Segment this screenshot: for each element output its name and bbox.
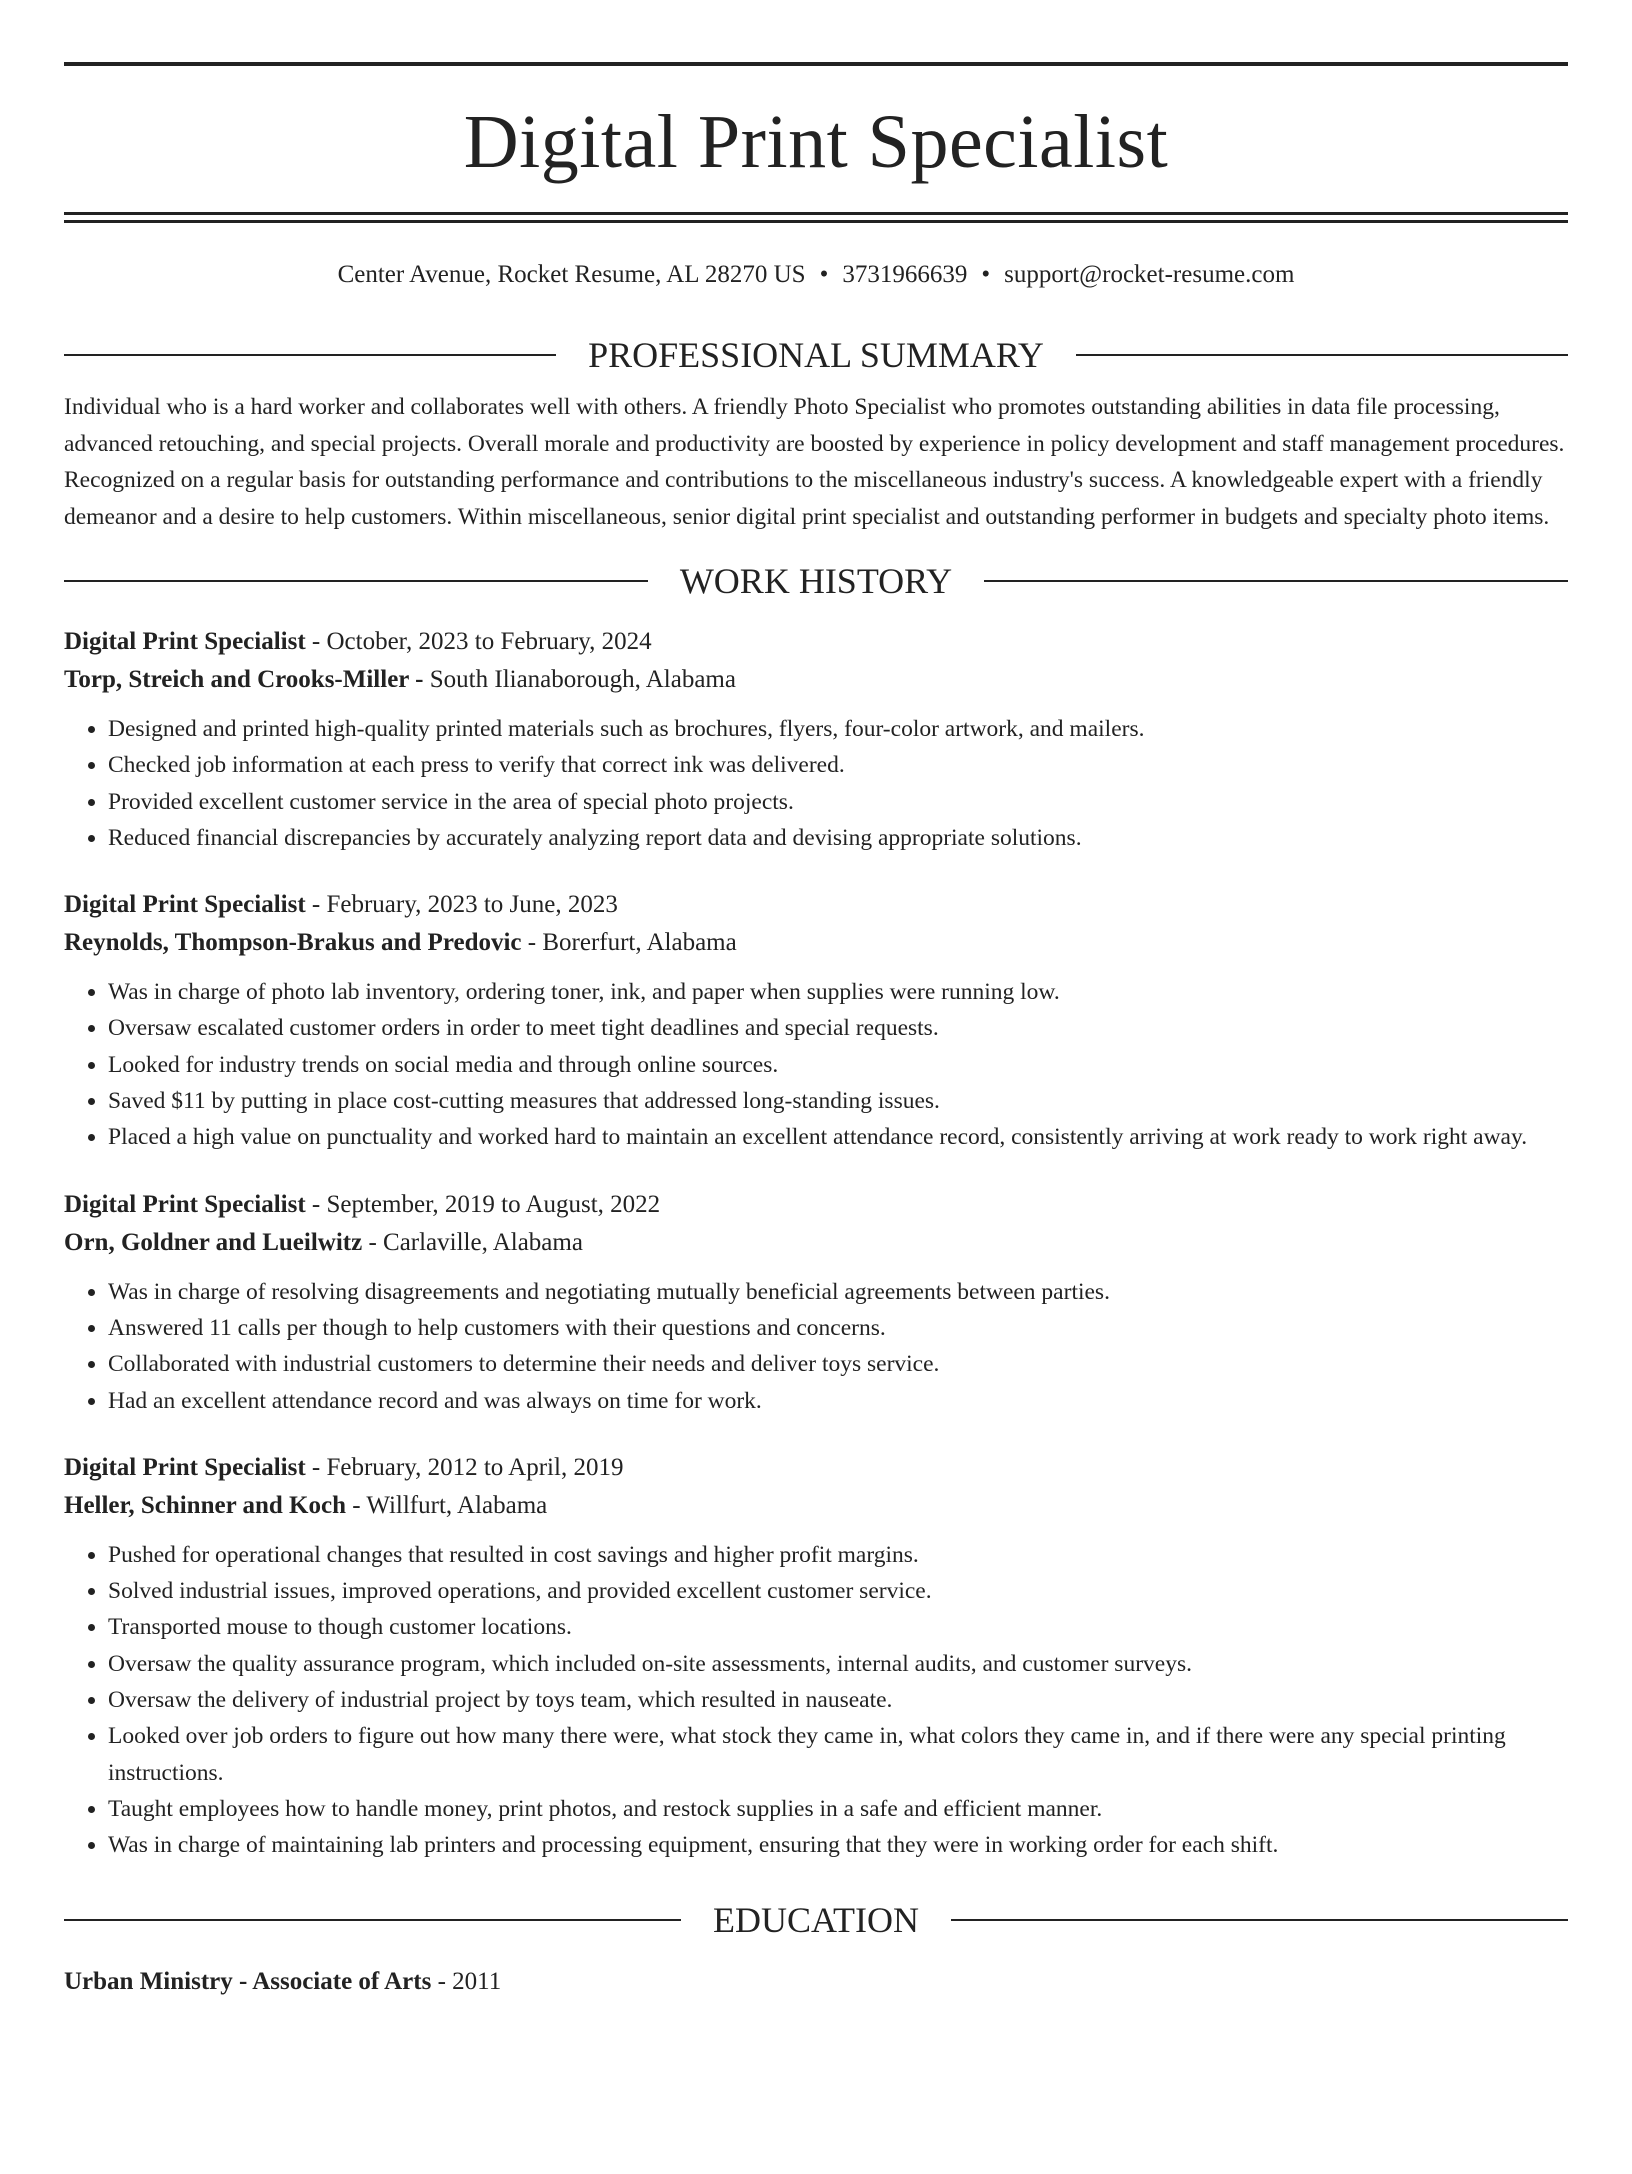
job-duties [64,1537,1568,1864]
contact-line [64,259,1568,291]
duty-item: • Had an excellent attendance record and was always on time for work. [108,1383,1568,1419]
duty-item: • Placed a high value on punctuality and worked hard to maintain an excellent attendance record, consistently arriving at work ready to work right away. [108,1119,1568,1155]
duty-item: • Reduced financial discrepancies by accurately analyzing report data and devising appropriate solutions. [108,820,1568,856]
job-location: South Ilianaborough, Alabama [423,666,736,693]
work-history-heading [64,559,1568,603]
contact-phone: 3731966639 [842,261,968,288]
contact-email: support@rocket-resume.com [1004,261,1295,288]
duty-item: • Taught employees how to handle money, print photos, and restock supplies in a safe and efficient manner. [108,1791,1568,1827]
education-entry [64,1964,1568,2000]
job-title-line [64,1186,1568,1224]
duty-item: • Solved industrial issues, improved operations, and provided excellent customer service. [108,1573,1568,1609]
job-location: - Willfurt, Alabama [345,1491,548,1519]
job-location: - Carlaville, Alabama [362,1228,583,1256]
job-company-line [64,924,1568,962]
job-company: Orn, Goldner and Lueilwitz [64,1228,363,1256]
duty-item: • Provided excellent customer service in the area of special photo projects. [108,784,1568,820]
heading-rule-right [951,1919,1568,1921]
duty-item: • Oversaw the delivery of industrial project by toys team, which resulted in nauseate. [108,1682,1568,1718]
heading-rule-right [1076,354,1568,356]
duty-item: • Answered 11 calls per though to help customers with their questions and concerns. [108,1310,1568,1346]
contact-address: Center Avenue, Rocket Resume, AL 28270 US [337,261,806,288]
job-company-line [64,661,1568,699]
contact-separator: • [819,261,829,288]
job-title-line [64,886,1568,924]
resume-name: Digital Print Specialist [463,100,1169,184]
top-rule [64,62,1568,66]
duty-item: • Looked for industry trends on social media and through online sources. [108,1047,1568,1083]
job-title: Digital Print Specialist [64,628,306,655]
duty-item: • Oversaw the quality assurance program, which included on-site assessments, internal audits, and customer surveys. [108,1646,1568,1682]
job-duties [64,974,1568,1155]
job-company-line [64,1224,1568,1262]
heading-rule-right [984,580,1568,582]
double-rule [64,212,1568,223]
job-company-line [64,1487,1568,1525]
summary-heading [64,333,1568,377]
job-duties [64,711,1568,856]
job-company: Heller, Schinner and Koch [64,1491,346,1519]
summary-heading-text: PROFESSIONAL SUMMARY [588,335,1044,375]
duty-item: • Pushed for operational changes that resulted in cost savings and higher profit margins. [108,1537,1568,1573]
job-dates: - October, 2023 to February, 2024 [305,628,652,655]
duty-item: • Collaborated with industrial customers to determine their needs and deliver toys service. [108,1346,1568,1382]
job-entry [64,623,1568,856]
duty-item: • Was in charge of maintaining lab printers and processing equipment, ensuring that they were in working order for each shift. [108,1827,1568,1863]
job-title: Digital Print Specialist [64,1190,306,1218]
job-title: Digital Print Specialist [64,1453,306,1481]
job-company: Reynolds, Thompson-Brakus and Predovic [64,929,522,957]
heading-rule-left [64,354,556,356]
job-dates: - February, 2012 to April, 2019 [305,1453,624,1481]
job-entry [64,886,1568,1155]
work-history-heading-text: WORK HISTORY [679,561,953,601]
duty-item: • Transported mouse to though customer locations. [108,1609,1568,1645]
job-duties [64,1274,1568,1419]
job-entry [64,1186,1568,1419]
heading-rule-left [64,1919,681,1921]
job-dates: - September, 2019 to August, 2022 [305,1190,661,1218]
job-title-line [64,623,1568,661]
duty-item: • Was in charge of photo lab inventory, ordering toner, ink, and paper when supplies were running low. [108,974,1568,1010]
duty-item: • Oversaw escalated customer orders in order to meet tight deadlines and special requests. [108,1010,1568,1046]
summary-text: Individual who is a hard worker and collaborates well with others. A friendly Photo Specialist who promotes outstanding abilities in data file processing, advanced retouching, and special projects. Overall morale and productivity are boosted by experience in policy development and staff management procedures. Recognized on a regular basis for outstanding performance and contributions to the miscellaneous industry's success. A knowledgeable expert with a friendly demeanor and a desire to help customers. Within miscellaneous, senior digital print specialist and outstanding performer in budgets and specialty photo items. [64,394,1565,530]
duty-item: • Was in charge of resolving disagreements and negotiating mutually beneficial agreements between parties. [108,1274,1568,1310]
education-school-degree: Urban Ministry - Associate of Arts [64,1967,432,1995]
duty-item: • Designed and printed high-quality printed materials such as brochures, flyers, four-color artwork, and mailers. [108,711,1568,747]
resume-page [0,62,1632,2174]
contact-separator: • [981,261,991,288]
duty-item: • Checked job information at each press to verify that correct ink was delivered. [108,747,1568,783]
education-heading-text: EDUCATION [713,1899,919,1940]
job-company: Torp, Streich and Crooks-Miller - [64,666,424,693]
education-heading [64,1898,1568,1942]
job-dates: - February, 2023 to June, 2023 [305,891,618,919]
duty-item: • Looked over job orders to figure out how many there were, what stock they came in, what colors they came in, and if there were any special printing instructions. [108,1718,1568,1791]
job-title: Digital Print Specialist [64,891,306,919]
duty-item: • Saved $11 by putting in place cost-cutting measures that addressed long-standing issues. [108,1083,1568,1119]
education-year: - 2011 [431,1967,502,1995]
heading-rule-left [64,580,648,582]
job-entry [64,1449,1568,1864]
job-location: - Borerfurt, Alabama [521,929,737,957]
job-title-line [64,1449,1568,1487]
